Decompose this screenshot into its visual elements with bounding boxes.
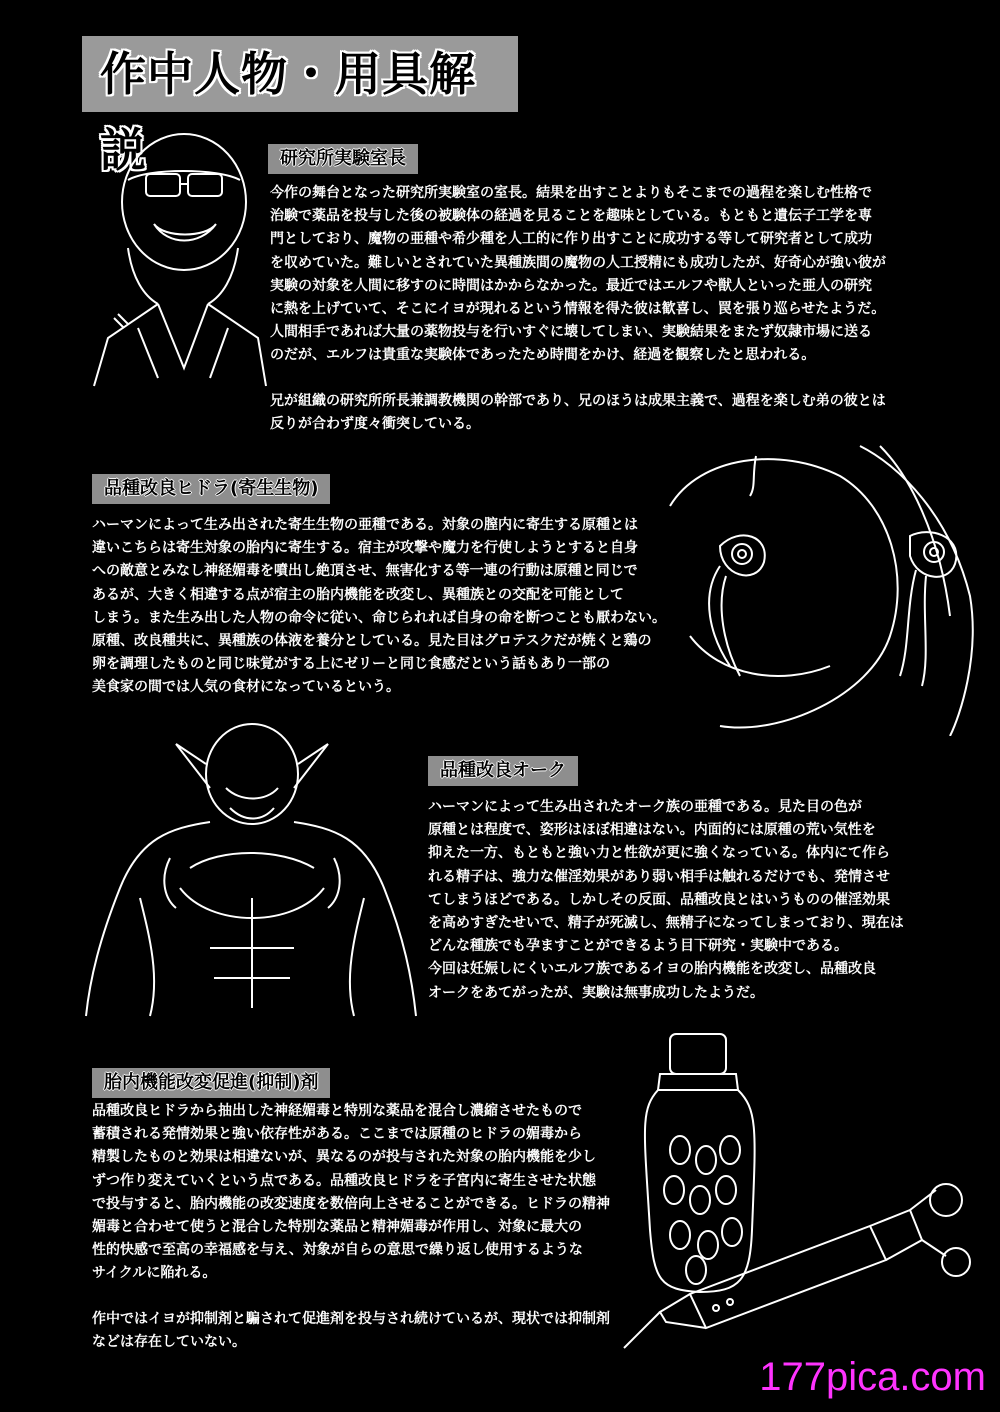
paragraph-line: てしまうほどである。しかしその反面、品種改良とはいうものの催淫効果	[428, 891, 890, 908]
paragraph-line: 精製したものと効果は相違ないが、異なるのが投与された対象の胎内機能を少し	[92, 1149, 596, 1166]
paragraph-line: 性的快感で至高の幸福感を与え、対象が自らの意思で繰り返し使用するような	[92, 1242, 583, 1259]
section-body-lab-chief	[270, 182, 886, 436]
paragraph-line: ずつ作り変えていくという点である。品種改良ヒドラを子宮内に寄生させた状態	[92, 1172, 596, 1189]
paragraph-line: 人間相手であれば大量の薬物投与を行いすぐに壊してしまい、実験結果をまたず奴隷市場に送る	[270, 324, 872, 341]
orc-illustration	[80, 718, 420, 1018]
section-heading-lab-chief: 研究所実験室長	[268, 144, 418, 174]
paragraph-line: 原種とは程度で、姿形はほぼ相違はない。内面的には原種の荒い気性を	[428, 822, 876, 839]
paragraph-line: を収めていた。難しいとされていた異種族間の魔物の人工授精にも成功したが、好奇心が強い彼が	[270, 254, 886, 271]
paragraph-line: 門としており、魔物の亜種や希少種を人工的に作り出すことに成功する等して研究者として成功	[270, 231, 872, 248]
paragraph-line: のだが、エルフは貴重な実験体であったため時間をかけ、経過を観察したと思われる。	[270, 347, 816, 364]
paragraph-line: オークをあてがったが、実験は無事成功したようだ。	[428, 984, 764, 1001]
paragraph-line: 蓄積される発情効果と強い依存性がある。ここまでは原種のヒドラの媚毒から	[92, 1126, 582, 1143]
hydra-illustration	[660, 436, 990, 736]
paragraph-line: などは存在していない。	[92, 1333, 246, 1350]
paragraph-line: 美食家の間では人気の食材になっているという。	[92, 679, 400, 696]
paragraph-line: 原種、改良種共に、異種族の体液を養分としている。見た目はグロテスクだが焼くと鶏の	[92, 633, 652, 650]
page-title: 作中人物・用具解説	[82, 36, 518, 112]
paragraph-line: ハーマンによって生み出されたオーク族の亜種である。見た目の色が	[428, 799, 862, 815]
paragraph-line: ハーマンによって生み出された寄生生物の亜種である。対象の膣内に寄生する原種とは	[92, 517, 638, 533]
paragraph-line: 反りが合わず度々衝突している。	[270, 415, 480, 432]
paragraph-line: サイクルに陥れる。	[92, 1265, 217, 1282]
paragraph-line: どんな種族でも孕ますことができるよう目下研究・実験中である。	[428, 938, 848, 955]
watermark: 177pica.com	[759, 1355, 986, 1399]
paragraph-line: れる精子は、強力な催淫効果があり弱い相手は触れるだけでも、発情させ	[428, 868, 890, 885]
section-body-hydra	[92, 514, 666, 700]
paragraph-line: 媚毒と合わせて使うと混合した特別な薬品と精神媚毒が作用し、対象に最大の	[92, 1219, 582, 1236]
paragraph-line: 違いこちらは寄生対象の胎内に寄生する。宿主が攻撃や魔力を行使しようとすると自身	[92, 540, 638, 557]
paragraph-line: 品種改良ヒドラから抽出した神経媚毒と特別な薬品を混合し濃縮させたもので	[92, 1103, 582, 1119]
paragraph-line: 今作の舞台となった研究所実験室の室長。結果を出すことよりもそこまでの過程を楽しむ性格で	[270, 185, 872, 201]
paragraph-line: で投与すると、胎内機能の改変速度を数倍向上させることができる。ヒドラの精神	[92, 1195, 610, 1212]
section-heading-drug: 胎内機能改変促進(抑制)剤	[92, 1068, 330, 1098]
paragraph-line: 兄が組織の研究所所長兼調教機関の幹部であり、兄のほうは成果主義で、過程を楽しむ弟の彼とは	[270, 392, 886, 409]
section-body-drug	[92, 1100, 610, 1354]
paragraph-line: 卵を調理したものと同じ味覚がする上にゼリーと同じ食感だという話もあり一部の	[92, 656, 610, 673]
paragraph-line: 今回は妊娠しにくいエルフ族であるイヨの胎内機能を改変し、品種改良	[428, 961, 876, 978]
paragraph-line: 治験で薬品を投与した後の被験体の経過を見ることを趣味としている。もともと遺伝子工学を専	[270, 208, 872, 225]
paragraph-line: 抑えた一方、もともと強い力と性欲が更に強くなっている。体内にて作ら	[428, 845, 890, 862]
section-heading-orc: 品種改良オーク	[428, 756, 578, 786]
paragraph-line: に熱を上げていて、そこにイヨが現れるという情報を得た彼は歓喜し、罠を張り巡らせたようだ。	[270, 301, 886, 318]
paragraph-line: 実験の対象を人間に移すのに時間はかからなかった。最近ではエルフや獣人といった亜人の研究	[270, 277, 872, 294]
section-body-orc	[428, 796, 904, 1005]
paragraph-line: 作中ではイヨが抑制剤と騙されて促進剤を投与され続けているが、現状では抑制剤	[92, 1310, 610, 1327]
section-heading-hydra: 品種改良ヒドラ(寄生生物)	[92, 474, 330, 504]
paragraph-line: を高めすぎたせいで、精子が死滅し、無精子になってしまっており、現在は	[428, 915, 904, 932]
jar-and-syringe-illustration	[620, 1030, 980, 1360]
paragraph-line: しまう。また生み出した人物の命令に従い、命じられれば自身の命を断つことも厭わない。	[92, 609, 666, 626]
paragraph-line: への敵意とみなし神経媚毒を噴出し絶頂させ、無害化する等一連の行動は原種と同じで	[92, 563, 638, 580]
paragraph-line: あるが、大きく相違する点が宿主の胎内機能を改変し、異種族との交配を可能として	[92, 586, 624, 603]
lab-chief-illustration	[88, 128, 268, 388]
